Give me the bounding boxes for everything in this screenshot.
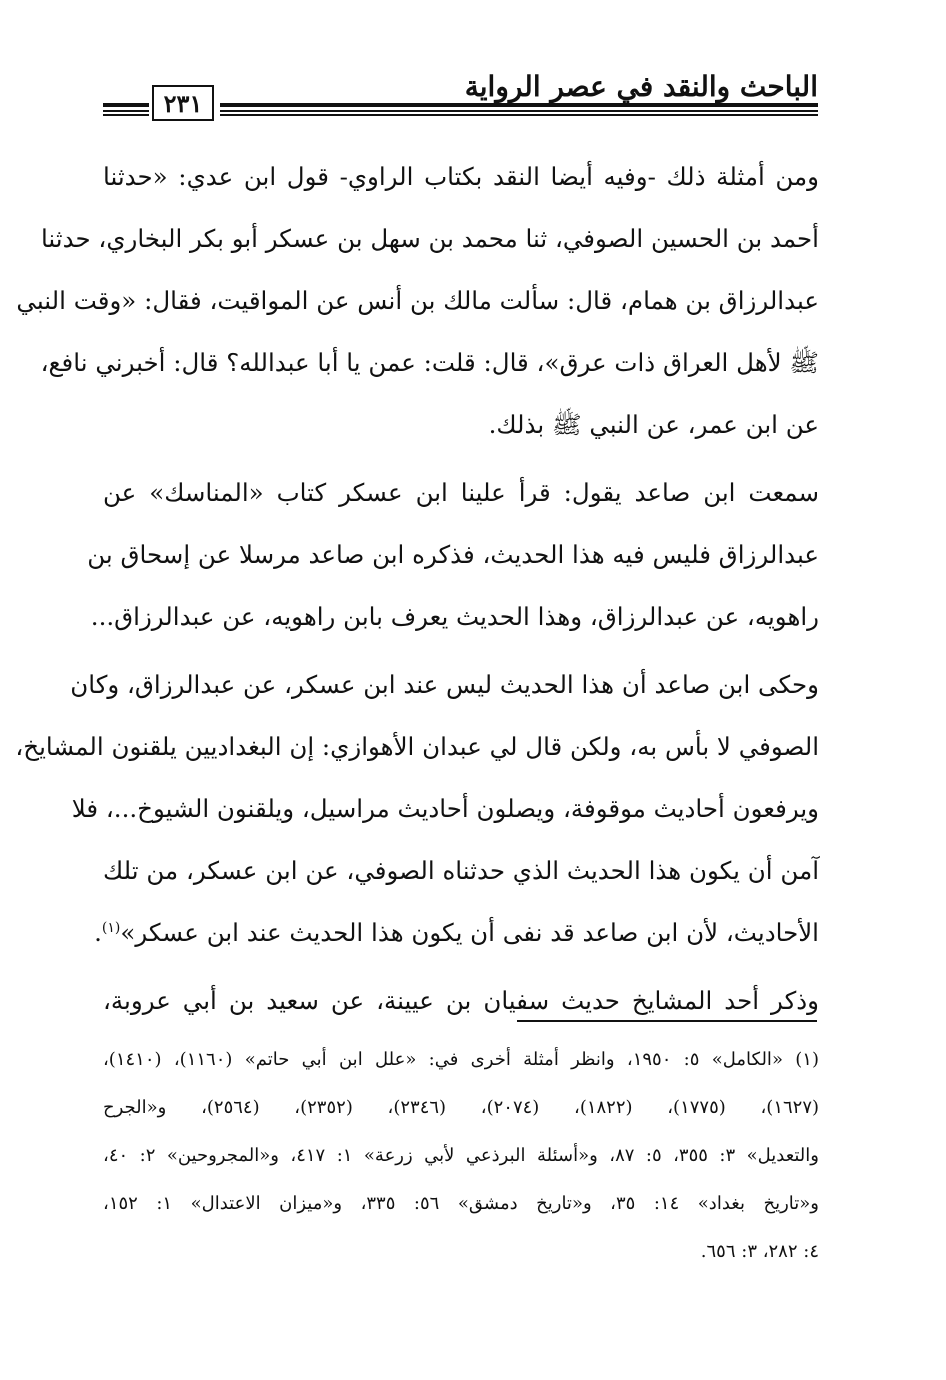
body-line: ﷺ لأهل العراق ذات عرق»، قال: قلت: عمن يا أبا عبدالله؟ قال: أخبرني نافع،	[40, 348, 819, 377]
footnote-separator	[517, 1020, 817, 1022]
footnotes	[103, 1036, 819, 1276]
footnote-line: (١) «الكامل» ٥: ١٩٥٠، وانظر أمثلة أخرى في: «علل ابن أبي حاتم» (١١٦٠)، (١٤١٠)،	[103, 1049, 819, 1070]
footnote-line: والتعديل» ٣: ٣٥٥، ٥: ٨٧، و«أسئلة البرذعي لأبي زرعة» ١: ٤١٧، و«المجروحين» ٢: ٤٠،	[103, 1145, 819, 1166]
body-line-text: الأحاديث، لأن ابن صاعد قد نفى أن يكون هذا الحديث عند ابن عسكر»	[120, 918, 819, 947]
footnote-line: (١٦٢٧)، (١٧٧٥)، (١٨٢٢)، (٢٠٧٤)، (٢٣٤٦)، (٢٣٥٢)، (٢٥٦٤)، و«الجرح	[103, 1097, 820, 1118]
page-number: ٢٣١	[152, 85, 214, 121]
body-line: سمعت ابن صاعد يقول: قرأ علينا ابن عسكر كتاب «المناسك» عن	[103, 478, 819, 507]
body-line: آمن أن يكون هذا الحديث الذي حدثناه الصوفي، عن ابن عسكر، من تلك	[103, 856, 819, 885]
body-line: عن ابن عمر، عن النبي ﷺ بذلك.	[488, 410, 819, 439]
footnote-line: و«تاريخ بغداد» ١٤: ٣٥، و«تاريخ دمشق» ٥٦: ٣٣٥، و«ميزان الاعتدال» ١: ١٥٢،	[103, 1193, 819, 1214]
body-line: عبدالرزاق فليس فيه هذا الحديث، فذكره ابن صاعد مرسلا عن إسحاق بن	[87, 540, 819, 569]
body-line: ويرفعون أحاديث موقوفة، ويصلون أحاديث مراسيل، ويلقنون الشيوخ...، فلا	[71, 794, 819, 823]
body-line: راهويه، عن عبدالرزاق، وهذا الحديث يعرف بابن راهويه، عن عبدالرزاق...	[90, 602, 819, 631]
footnote-trailing-period: .	[94, 918, 102, 947]
header-rule-right	[220, 103, 818, 117]
body-line: عبدالرزاق بن همام، قال: سألت مالك بن أنس عن المواقيت، فقال: «وقت النبي	[16, 286, 819, 315]
body-line-with-footnote	[94, 902, 819, 964]
footnote-reference: (١)	[101, 919, 121, 936]
footnote-line: ٤: ٢٨٢، ٣: ٦٥٦.	[700, 1241, 819, 1262]
main-text	[15, 146, 819, 1032]
body-line: ومن أمثلة ذلك -وفيه أيضا النقد بكتاب الراوي- قول ابن عدي: «حدثنا	[103, 162, 819, 191]
body-line: أحمد بن الحسين الصوفي، ثنا محمد بن سهل بن عسكر أبو بكر البخاري، حدثنا	[40, 224, 819, 253]
running-title: الباحث والنقد في عصر الرواية	[464, 70, 818, 103]
header-rule-left	[103, 103, 149, 117]
body-line: وذكر أحد المشايخ حديث سفيان بن عيينة، عن سعيد بن أبي عروبة،	[103, 986, 819, 1015]
body-line: وحكى ابن صاعد أن هذا الحديث ليس عند ابن عسكر، عن عبدالرزاق، وكان	[70, 670, 819, 699]
body-line: الصوفي لا بأس به، ولكن قال لي عبدان الأهوازي: إن البغداديين يلقنون المشايخ،	[15, 732, 819, 761]
